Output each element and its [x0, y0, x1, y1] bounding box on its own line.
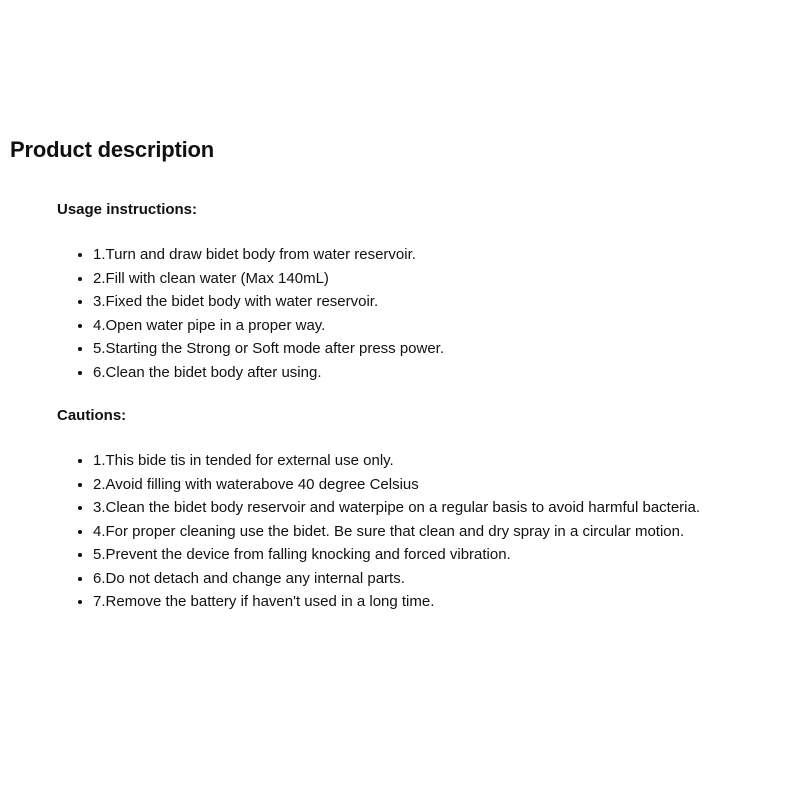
page-title: Product description	[10, 137, 214, 162]
list-item: • 5.Prevent the device from falling knocking and forced vibration.	[93, 543, 794, 567]
cautions-section	[57, 406, 794, 614]
cautions-heading: Cautions:	[57, 407, 127, 424]
usage-instructions-heading: Usage instructions:	[57, 201, 198, 218]
list-item: • 4.Open water pipe in a proper way.	[93, 314, 794, 338]
list-item: • 3.Clean the bidet body reservoir and waterpipe on a regular basis to avoid harmful bacteria.	[93, 496, 794, 520]
list-item: • 1.This bide tis in tended for external use only.	[93, 449, 794, 473]
list-item: • 2.Fill with clean water (Max 140mL)	[93, 267, 794, 291]
list-item: • 2.Avoid filling with waterabove 40 degree Celsius	[93, 473, 794, 497]
description-content	[57, 200, 794, 614]
usage-instructions-list	[57, 243, 794, 384]
list-item: • 3.Fixed the bidet body with water reservoir.	[93, 290, 794, 314]
list-item: • 6.Clean the bidet body after using.	[93, 361, 794, 385]
list-item: • 7.Remove the battery if haven't used in a long time.	[93, 590, 794, 614]
list-item: • 5.Starting the Strong or Soft mode after press power.	[93, 337, 794, 361]
list-item: • 1.Turn and draw bidet body from water reservoir.	[93, 243, 794, 267]
usage-instructions-section	[57, 200, 794, 384]
list-item: • 4.For proper cleaning use the bidet. Be sure that clean and dry spray in a circular motion.	[93, 520, 794, 544]
cautions-list	[57, 449, 794, 614]
list-item: • 6.Do not detach and change any internal parts.	[93, 567, 794, 591]
